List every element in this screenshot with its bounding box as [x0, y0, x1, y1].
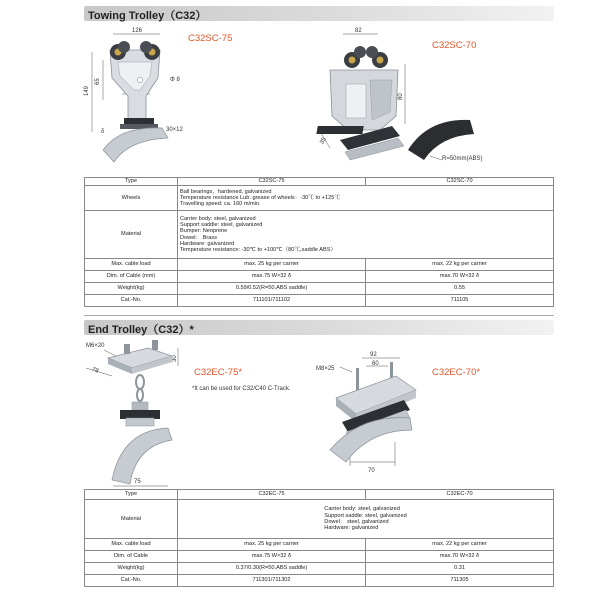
table-row — [85, 563, 554, 575]
table-row — [85, 490, 554, 500]
table-cell: Weight(kg) — [85, 563, 178, 575]
table-cell: max.70 W×32 δ — [366, 271, 554, 283]
dim-label: 82 — [355, 28, 362, 34]
dim-label: M6×20 — [86, 343, 105, 349]
dim-label: 80 — [398, 93, 404, 100]
table-cell: 711105 — [366, 295, 554, 307]
dim-label: 65 — [95, 78, 101, 85]
towing-section-title: Towing Trolley（C32） — [88, 10, 207, 22]
table-cell: Material — [85, 211, 178, 259]
dim-label: 78 — [90, 366, 100, 375]
table-row — [85, 500, 554, 539]
table-row — [85, 575, 554, 587]
table-cell: Max. cable load — [85, 539, 178, 551]
table-cell: max. 25 kg per carrier — [178, 539, 366, 551]
table-cell: 0.31 — [366, 563, 554, 575]
spec-line: Bumper: Neoprene — [180, 228, 228, 235]
dim-label: Φ 8 — [170, 77, 180, 83]
table-cell: C32SC-70 — [366, 178, 554, 186]
dim-label: 30×12 — [166, 127, 183, 133]
table-row — [85, 539, 554, 551]
spec-line: Carrier body: steel, galvanized — [324, 506, 400, 513]
table-cell: 0.37/0.30(R=50,ABS saddle) — [178, 563, 366, 575]
table-cell: Material — [85, 500, 178, 539]
end-spec-table — [84, 489, 554, 587]
table-cell: max.75 W×32 δ — [178, 271, 366, 283]
dim-label: δ — [101, 129, 105, 135]
dim-label: 70 — [368, 468, 375, 474]
table-cell: C32EC-70 — [366, 490, 554, 500]
end-model-b-label: C32EC-70* — [432, 367, 481, 378]
end-model-a-label: C32EC-75* — [194, 367, 243, 378]
table-cell: Cat.-No. — [85, 575, 178, 587]
table-cell: max.75 W×32 δ — [178, 551, 366, 563]
table-cell — [178, 500, 554, 539]
dim-label: 60 — [372, 361, 379, 367]
dim-label: 30 — [172, 355, 178, 362]
spec-line: Support saddle: steel, galvanized — [324, 512, 407, 519]
table-cell: C32EC-75 — [178, 490, 366, 500]
table-cell: max. 25 kg per carrier — [178, 259, 366, 271]
table-cell: Dim. of Cable (mm) — [85, 271, 178, 283]
dim-label: 126 — [132, 28, 143, 34]
table-cell: Cat.-No. — [85, 295, 178, 307]
table-cell: 0.59/0.52(R=50,ABS saddle) — [178, 283, 366, 295]
dim-label: 35 — [319, 136, 328, 146]
spec-line: Carrier body: steel, galvanized — [180, 215, 256, 222]
towing-model-a-label: C32SC-75 — [188, 33, 233, 44]
spec-line: Temperature resistance: -30℃ to +100℃（80℃,saddle ABS） — [180, 247, 337, 254]
spec-line: Hardware: galvanized — [324, 525, 379, 532]
spec-line: Hardware: galvanized — [180, 240, 235, 247]
dim-label: M8×25 — [316, 366, 335, 372]
spec-line: Dowel： Brass — [180, 234, 217, 241]
table-cell: 0.55 — [366, 283, 554, 295]
table-cell: 711305 — [366, 575, 554, 587]
table-cell: Max. cable load — [85, 259, 178, 271]
table-row — [85, 551, 554, 563]
end-section-title: End Trolley（C32）* — [88, 324, 194, 336]
table-cell: Weight(kg) — [85, 283, 178, 295]
towing-model-b-label: C32SC-70 — [432, 40, 477, 51]
end-note: *It can be used for C32/C40 C-Track. — [192, 386, 291, 392]
dim-label: 92 — [370, 352, 377, 358]
spec-line: Support saddle: steel, galvanized — [180, 221, 263, 228]
spec-line: Temperature resistance Lub. grease of wheels：-30℃ to +125℃ — [180, 194, 340, 201]
table-cell: Type — [85, 178, 178, 186]
table-cell: Dim. of Cable — [85, 551, 178, 563]
table-cell: C32SC-75 — [178, 178, 366, 186]
spec-line: Dowel： steel, galvanized — [324, 519, 389, 525]
table-cell: max.70 W×32 δ — [366, 551, 554, 563]
table-cell: 711301/711302 — [178, 575, 366, 587]
dim-label: 75 — [134, 479, 141, 485]
table-cell: Wheels — [85, 186, 178, 211]
dim-label: 149 — [84, 85, 90, 96]
table-cell: max. 22 kg per carrier — [366, 539, 554, 551]
bumper-note: R=50mm(ABS) — [442, 156, 483, 162]
spec-line: Ball bearings，hardened, galvanized — [180, 188, 272, 195]
spec-line: Travelling speed: ca. 160 m/min. — [180, 201, 261, 208]
table-cell: max. 22 kg per carrier — [366, 259, 554, 271]
table-cell: 711101/711102 — [178, 295, 366, 307]
table-cell: Type — [85, 490, 178, 500]
